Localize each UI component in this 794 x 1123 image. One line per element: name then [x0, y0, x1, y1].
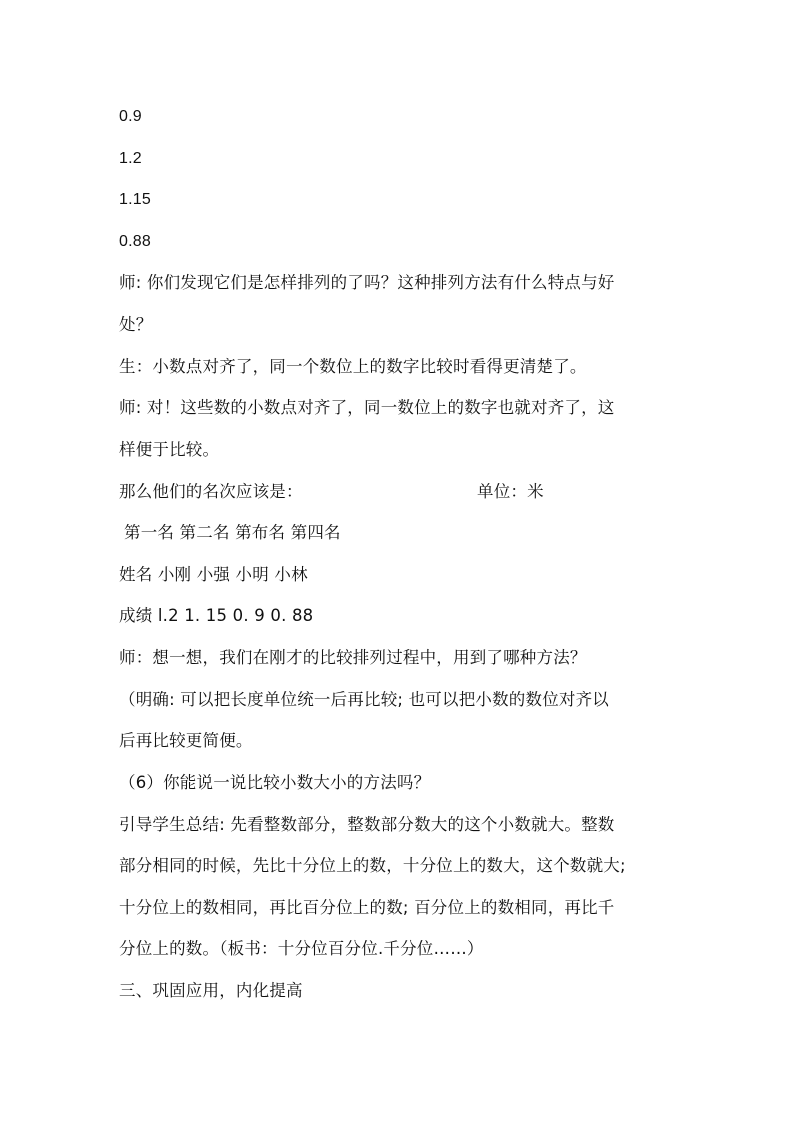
- teacher-answer-1: 师: 对！这些数的小数点对齐了，同一数位上的数字也就对齐了，这: [119, 398, 615, 417]
- number-0-88: 0.88: [119, 233, 151, 250]
- number-1-2: 1.2: [119, 150, 142, 167]
- ranking-intro: 那么他们的名次应该是：: [119, 482, 303, 501]
- teacher-answer-1-cont: 样便于比较。: [119, 440, 220, 459]
- student-answer-1: 生：小数点对齐了，同一个数位上的数字比较时看得更清楚了。: [119, 357, 587, 376]
- teacher-question-2: 师：想一想，我们在刚才的比较排列过程中，用到了哪种方法？: [119, 648, 587, 667]
- number-1-15: 1.15: [119, 191, 151, 208]
- summary-line-2: 部分相同的时候，先比十分位上的数，十分位上的数大，这个数就大;: [119, 856, 626, 875]
- ranks-row: 第一名 第二名 第布名 第四名: [124, 523, 341, 542]
- teacher-question-1-cont: 处？: [119, 315, 153, 334]
- summary-line-3: 十分位上的数相同，再比百分位上的数; 百分位上的数相同，再比千: [119, 898, 615, 917]
- names-row: 姓名 小刚 小强 小明 小林: [119, 565, 308, 584]
- summary-line-1: 引导学生总结: 先看整数部分，整数部分数大的这个小数就大。整数: [119, 815, 615, 834]
- scores-row: 成绩 l.2 1. 15 0. 9 0. 88: [119, 606, 314, 625]
- clarification: （明确: 可以把长度单位统一后再比较; 也可以把小数的数位对齐以: [119, 690, 610, 709]
- question-6: （6）你能说一说比较小数大小的方法吗？: [119, 773, 431, 792]
- clarification-cont: 后再比较更简便。: [119, 731, 253, 750]
- summary-line-4: 分位上的数。（板书：十分位百分位.千分位……）: [119, 939, 484, 958]
- section-3-heading: 三、巩固应用，内化提高: [119, 981, 303, 1000]
- teacher-question-1: 师: 你们发现它们是怎样排列的了吗？这种排列方法有什么特点与好: [119, 273, 615, 292]
- unit-label: 单位：米: [477, 482, 544, 501]
- ranking-intro-row: [119, 480, 679, 504]
- number-0-9: 0.9: [119, 108, 142, 125]
